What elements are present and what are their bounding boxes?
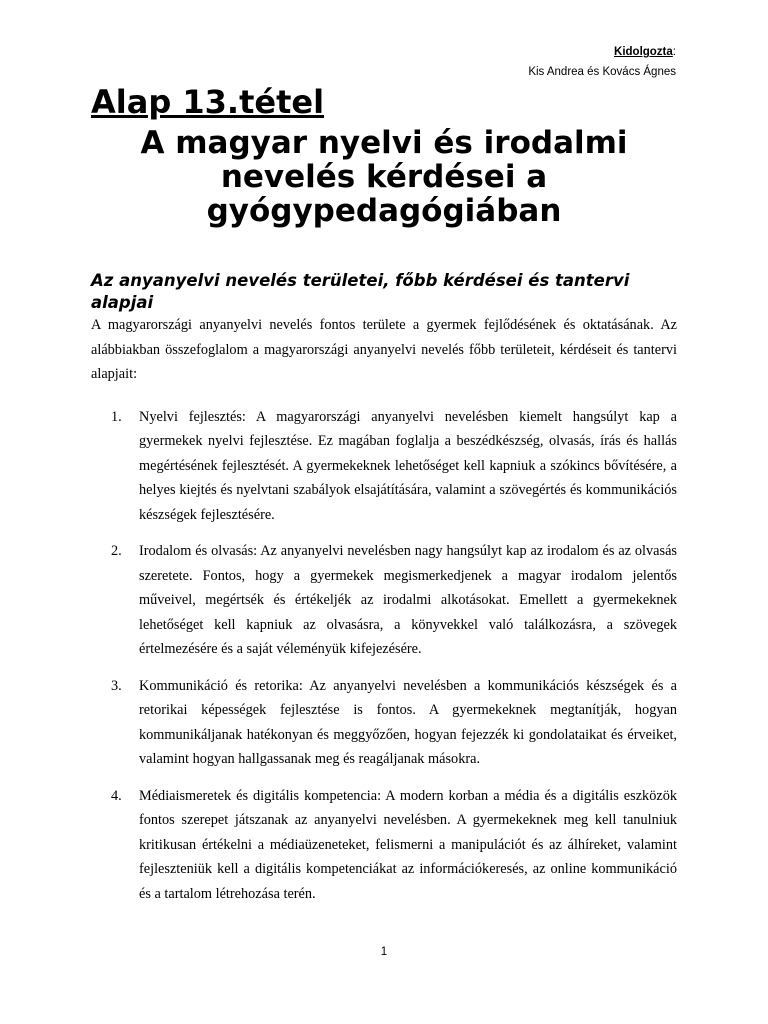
intro-paragraph: A magyarországi anyanyelvi nevelés fontos területe a gyermek fejlődésének és oktatásának. Az alábbiakban összefoglalom a magyarországi anyanyelvi nevelés főbb területeit, kérdéseit és tantervi alapjait: — [91, 317, 677, 382]
list-item-number: 3. — [111, 677, 122, 694]
list-item-text: Médiaismeretek és digitális kompetencia: A modern korban a média és a digitális eszközök fontos szerepet játszanak az anyanyelvi nevelésben. A gyermekeknek meg kell tanulniuk kritikusan értékelni a médiaüzeneteket, felismerni a manipulációt és az álhíreket, valamint fejleszteniük kell a digitális kompetenciákat az információkeresés, az online kommunikáció és a tartalom létrehozása terén. — [139, 787, 677, 902]
author-label-line — [528, 42, 676, 62]
section-heading: Az anyanyelvi nevelés területei, főbb kérdései és tantervi alapjai — [91, 271, 630, 312]
list-item-text: Kommunikáció és retorika: Az anyanyelvi nevelésben a kommunikációs készségek és a retorikai képességek fejlesztése is fontos. A gyermekeknek megtanítják, hogyan kommunikáljanak hatékonyan és meggyőzően, hogyan fejezzék ki gondolataikat és érveiket, valamint hogyan hallgassanak meg és reagáljanak másokra. — [139, 677, 677, 767]
list-item — [91, 674, 677, 772]
page-number: 1 — [380, 946, 388, 958]
list-item-number: 4. — [111, 787, 122, 804]
author-label-colon: : — [672, 46, 676, 58]
list-item-number: 2. — [111, 543, 122, 559]
list-item-number: 1. — [111, 408, 122, 425]
list-item-text: Nyelvi fejlesztés: A magyarországi anyanyelvi nevelésben kiemelt hangsúlyt kap a gyermekek nyelvi fejlesztése. Ez magában foglalja a beszédkészség, olvasás, írás és hallás megértésének fejlesztését. A gyermekeknek lehetőséget kell kapniuk a szókincs bővítésére, a helyes kiejtés és nyelvtani szabályok elsajátítására, valamint a szövegértés és kommunikációs készségek fejlesztésére. — [139, 408, 677, 523]
list-item — [91, 539, 677, 662]
list-item — [91, 784, 677, 907]
author-label: Kidolgozta — [614, 46, 673, 58]
document-subtitle: A magyar nyelvi és irodalmi nevelés kérdései a gyógypedagógiában — [140, 125, 628, 229]
authors: Kis Andrea és Kovács Ágnes — [528, 66, 676, 78]
author-block — [528, 42, 676, 82]
list-item — [91, 405, 677, 528]
topic-list — [91, 405, 677, 907]
section-body — [91, 313, 677, 918]
document-title: Alap 13.tétel — [91, 83, 325, 121]
list-item-text: Irodalom és olvasás: Az anyanyelvi nevelésben nagy hangsúlyt kap az irodalom és az olvasás szeretete. Fontos, hogy a gyermekek megismerkedjenek a magyar irodalom jelentős műveivel, megértsék és értékeljék az irodalmi alkotásokat. Emellett a gyermekeknek lehetőséget kell kapniuk az olvasásra, a könyvekkel való találkozásra, a szövegek értelmezésére és a saját véleményük kifejezésére. — [139, 543, 677, 657]
